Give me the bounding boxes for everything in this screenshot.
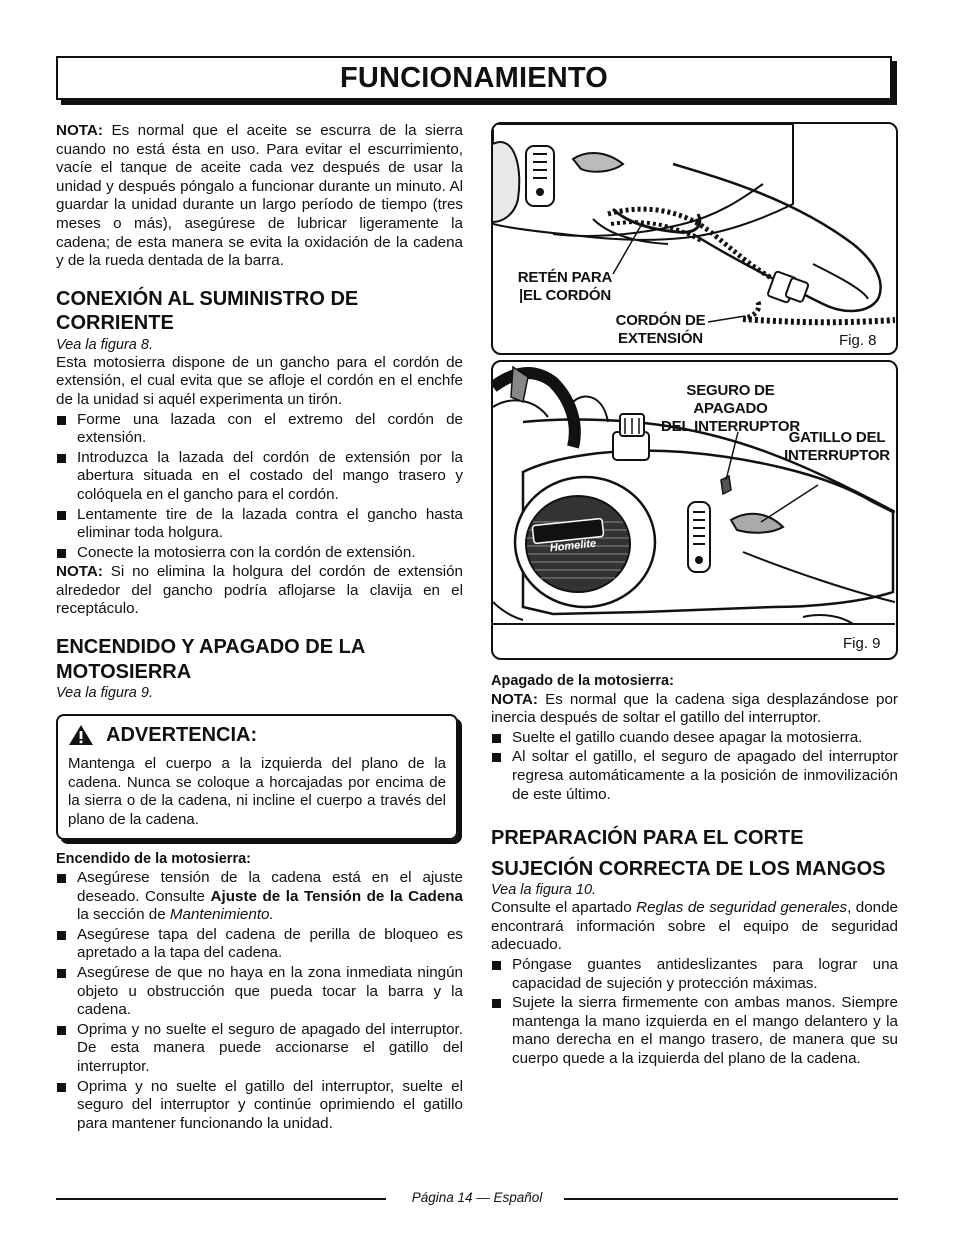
- page-title: FUNCIONAMIENTO: [339, 62, 609, 94]
- list-item: Al soltar el gatillo, el seguro de apagado del interruptor regresa automáticamente a la posición de inmovilización de este último.: [491, 748, 898, 804]
- heading-power: CONEXIÓN AL SUMINISTRO DE CORRIENTE: [56, 287, 359, 335]
- brand-logo: Homelite: [549, 537, 597, 555]
- warning-box: [56, 714, 458, 840]
- list-item: Introduzca la lazada del cordón de extensión por la abertura situada en el costado del mango trasero y colóquela en el gancho para el cordón.: [56, 449, 463, 505]
- warning-title: ADVERTENCIA:: [106, 724, 258, 747]
- power-list: [56, 411, 463, 563]
- page-number: Página 14 — Español: [411, 1190, 543, 1205]
- grip-intro: Consulte el apartado Reglas de seguridad generales, donde encontrará información sobre el equipo de seguridad adecuado.: [491, 899, 898, 954]
- title-banner: [56, 56, 892, 100]
- list-item: Oprima y no suelte el gatillo del interruptor, suelte el seguro del interruptor y continúe oprimiendo el gatillo para mantener funcionando la unidad.: [56, 1078, 463, 1134]
- heading-onoff: ENCENDIDO Y APAGADO DE LA MOTOSIERRA: [56, 636, 365, 683]
- callout-trigger: GATILLO DEL INTERRUPTOR: [784, 429, 890, 464]
- warning-header: [68, 724, 446, 746]
- page-footer: [56, 1188, 898, 1208]
- list-item: Asegúrese tapa del cadena de perilla de bloqueo es apretado a la tapa del cadena.: [56, 926, 463, 963]
- stop-list: [491, 729, 898, 804]
- list-item: Suelte el gatillo cuando desee apagar la motosierra.: [491, 729, 898, 748]
- power-intro: Esta motosierra dispone de un gancho para el cordón de extensión, el cual evita que se afloje el cordón en el enchfe de la unidad si aquél experimenta un tirón.: [56, 353, 463, 408]
- stop-heading: Apagado de la motosierra:: [491, 673, 674, 689]
- warning-text: Mantenga el cuerpo a la izquierda del plano de la cadena. Nunca se coloque a horcajadas por encima de la sierra o de la cadena, ni incline el cuerpo a través del plano de la cadena.: [68, 755, 446, 828]
- note-slack: NOTA: Si no elimina la holgura del cordón de extensión alrededor del gancho podría aflojarse la clavija en el receptáculo.: [56, 563, 463, 618]
- list-item: Asegúrese de que no haya en la zona inmediata ningún objeto u obstrucción que pueda tocar la barra y la cadena.: [56, 964, 463, 1020]
- note-inertia: NOTA: Es normal que la cadena siga desplazándose por inercia después de soltar el gatillo del interruptor.: [491, 690, 898, 727]
- right-column: [491, 122, 898, 1070]
- start-heading: Encendido de la motosierra:: [56, 851, 251, 868]
- callout-extension-cord: CORDÓN DE EXTENSIÓN: [615, 312, 706, 347]
- list-item: Póngase guantes antideslizantes para lograr una capacidad de sujeción y protección máximas.: [491, 956, 898, 993]
- list-item: Forme una lazada con el extremo del cordón de extensión.: [56, 411, 463, 448]
- left-column: [56, 122, 463, 1134]
- heading-grip: SUJECIÓN CORRECTA DE LOS MANGOS: [491, 857, 886, 880]
- list-item: Lentamente tire de la lazada contra el gancho hasta eliminar toda holgura.: [56, 506, 463, 543]
- list-item: Oprima y no suelte el seguro de apagado del interruptor. De esta manera puede accionarse el gatillo del interruptor.: [56, 1021, 463, 1077]
- note-oil: NOTA: Es normal que el aceite se escurra de la sierra cuando no está ésta en uso. Para evitar el escurrimiento, vacíe el tanque de aceite cada vez después de usar la unidad y después póngalo a funcionar durante un minuto. Al guardar la unidad durante un largo período de tiempo (tres meses o más), asegúrese de lubricar ligeramente la cadena; de esta manera se evita la oxidación de la cadena y de la rueda dentada de la barra.: [56, 122, 463, 270]
- list-item: Sujete la sierra firmemente con ambas manos. Siempre mantenga la mano izquierda en el mango delantero y la mano derecha en el mango trasero, de manera que su cuerpo quede a la izquierda del plano de la cadena.: [491, 994, 898, 1068]
- ref-fig9: Vea la figura 9.: [56, 685, 153, 702]
- warning-triangle-icon: [68, 724, 94, 746]
- figure-9: [491, 360, 898, 660]
- figure-8-label: Fig. 8: [839, 332, 877, 349]
- ref-fig10: Vea la figura 10.: [491, 882, 597, 899]
- start-list: [56, 869, 463, 1133]
- ref-fig8: Vea la figura 8.: [56, 336, 153, 353]
- list-item: Asegúrese tensión de la cadena está en el ajuste deseado. Consulte Ajuste de la Tensión de la Cadena la sección de Mantenimiento.: [56, 869, 463, 925]
- grip-list: [491, 956, 898, 1069]
- heading-prep: PREPARACIÓN PARA EL CORTE: [491, 827, 804, 850]
- figure-8: [491, 122, 898, 355]
- list-item: Conecte la motosierra con la cordón de extensión.: [56, 544, 463, 563]
- callout-cord-retainer: RETÉN PARA |EL CORDÓN: [517, 269, 613, 304]
- callout-lockout: SEGURO DE APAGADO DEL INTERRUPTOR: [661, 382, 800, 435]
- figure-9-label: Fig. 9: [843, 635, 881, 652]
